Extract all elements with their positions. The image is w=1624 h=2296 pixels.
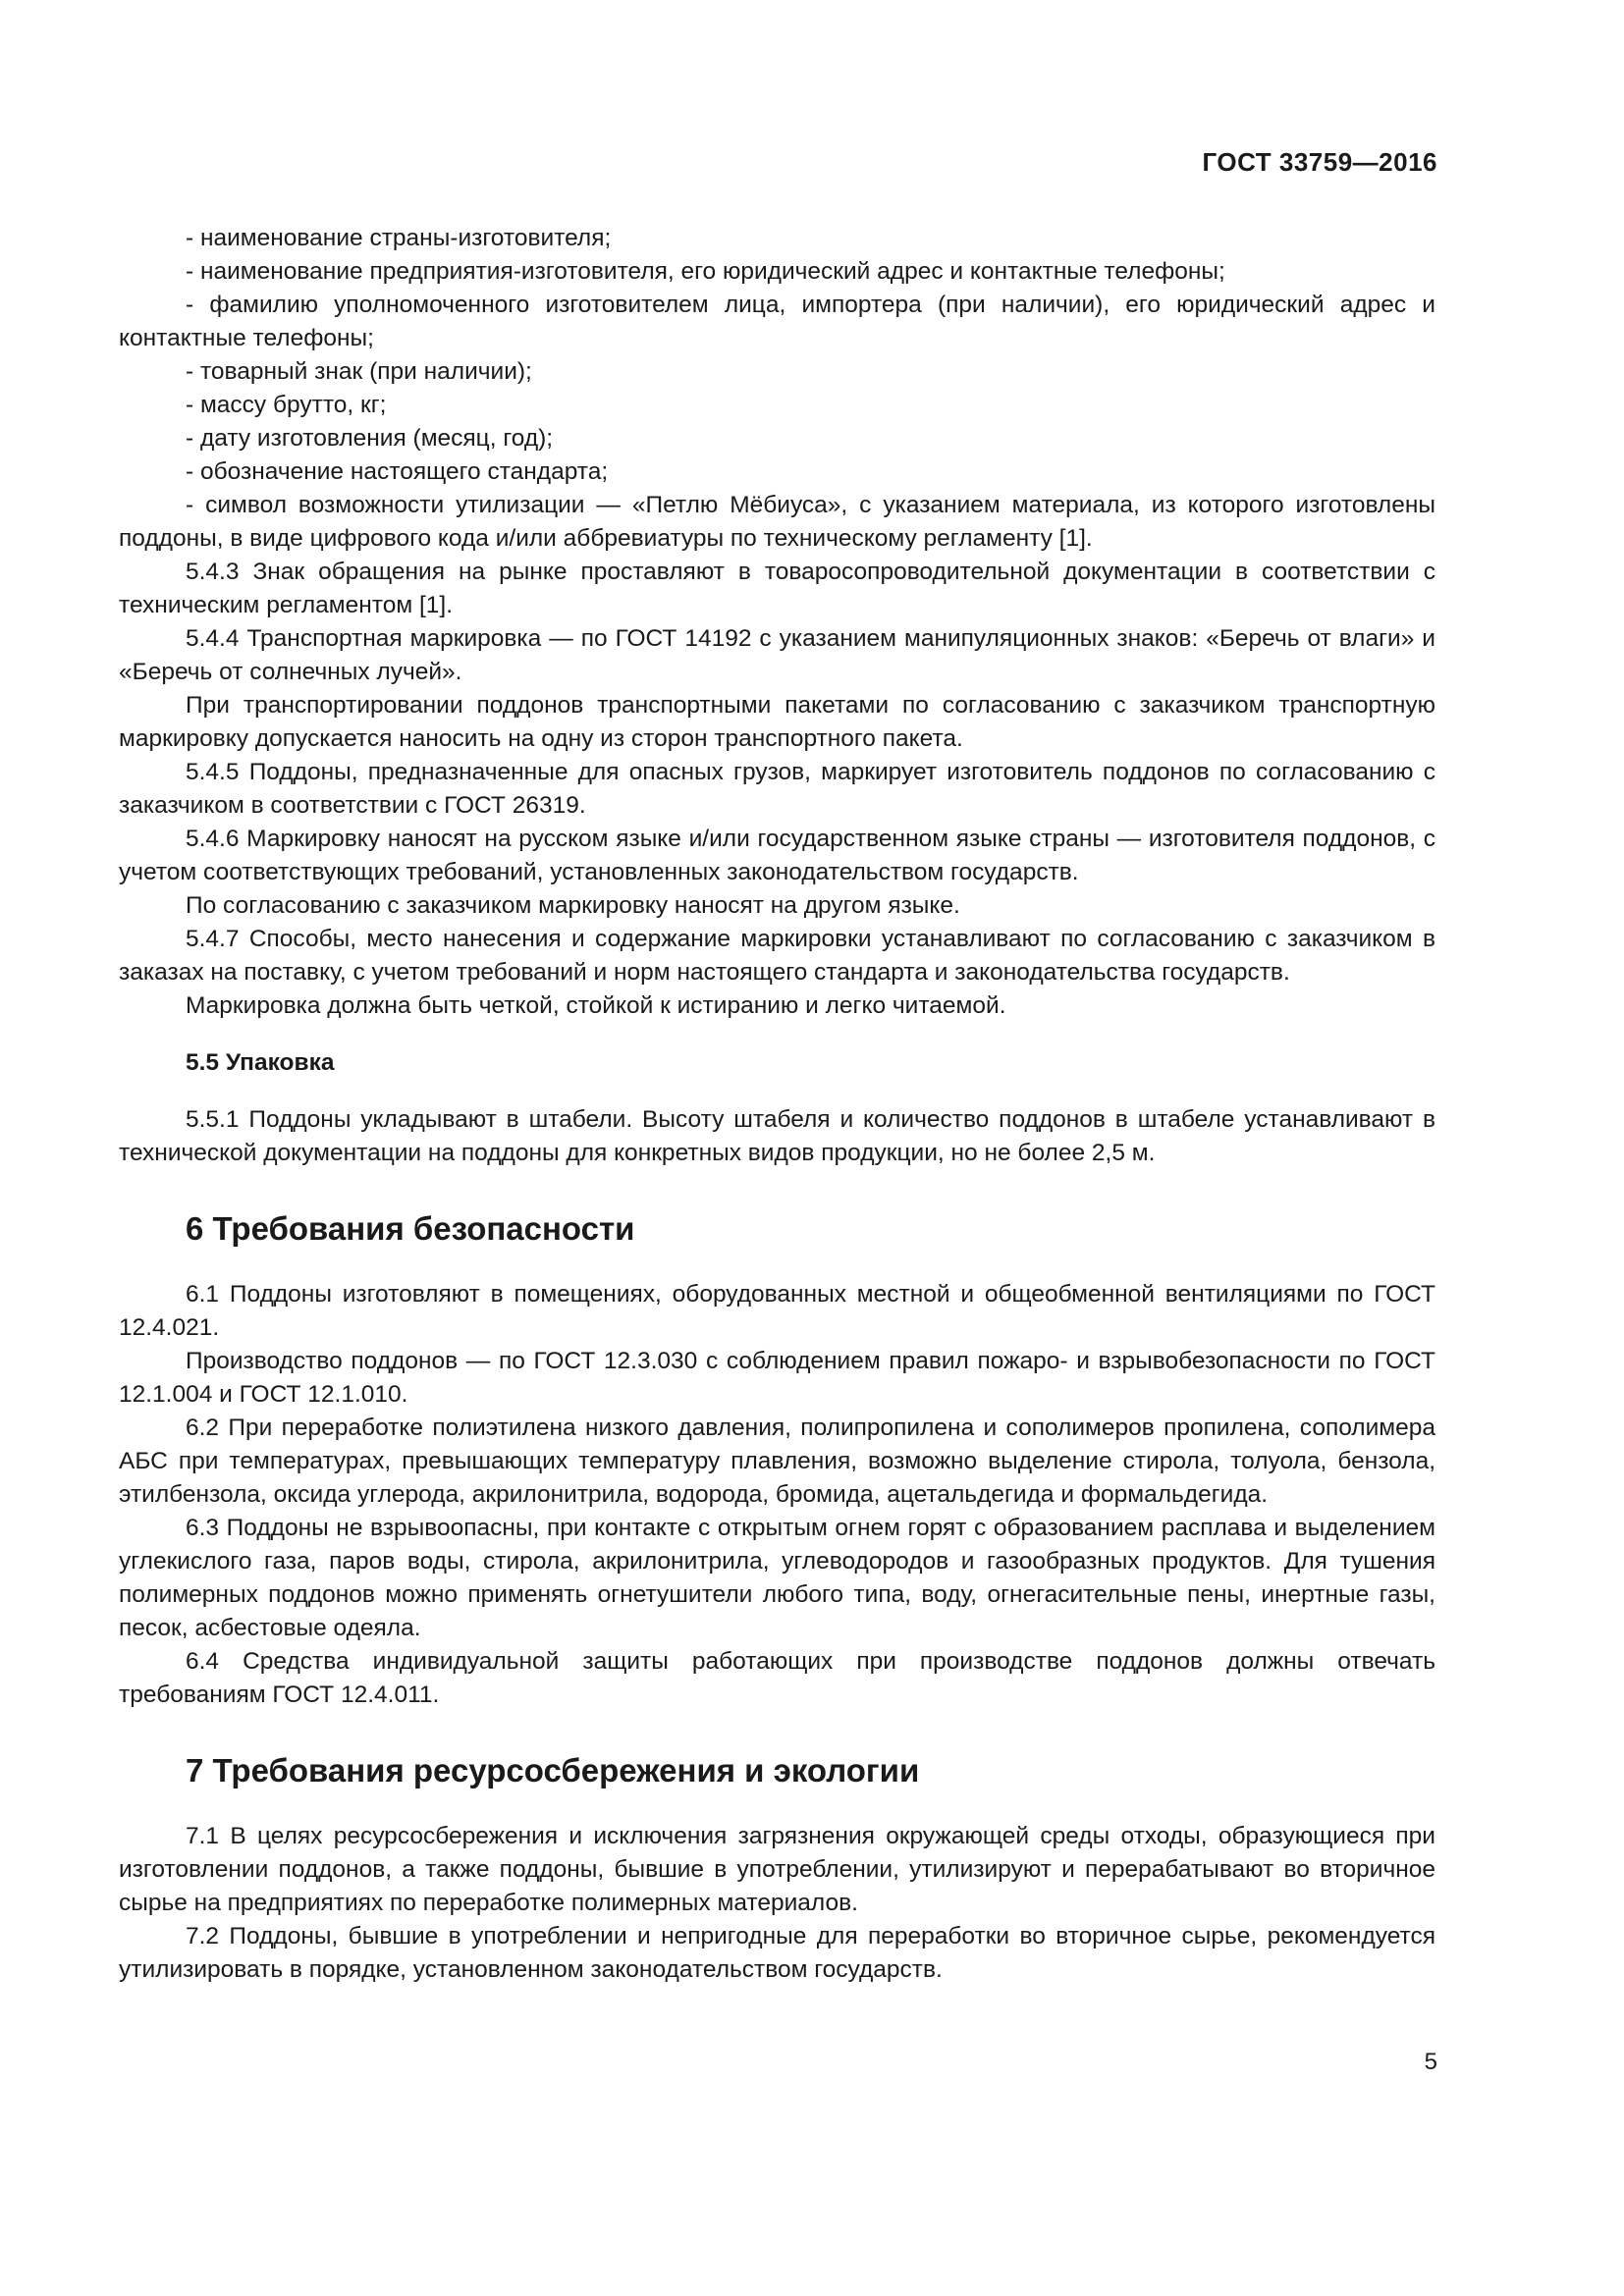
paragraph: По согласованию с заказчиком маркировку наносят на другом языке. bbox=[186, 892, 960, 919]
paragraph: 7.2 Поддоны, бывшие в употреблении и непригодные для переработки во вторичное сырье, рекомендуется утилизировать в порядке, установленном законодательством государств. bbox=[119, 1923, 1435, 1983]
section-heading-7: 7 Требования ресурсосбережения и экологии bbox=[186, 1752, 920, 1789]
paragraph: 6.4 Средства индивидуальной защиты работающих при производстве поддонов должны отвечать требованиям ГОСТ 12.4.011. bbox=[119, 1648, 1435, 1708]
paragraph: 5.4.3 Знак обращения на рынке проставляют в товаросопроводительной документации в соответствии с техническим регламентом [1]. bbox=[119, 559, 1435, 618]
paragraph: 5.4.6 Маркировку наносят на русском языке и/или государственном языке страны — изготовителя поддонов, с учетом соответствующих требований, установленных законодательством государств. bbox=[119, 826, 1435, 885]
document-code-header: ГОСТ 33759—2016 bbox=[1202, 147, 1437, 177]
paragraph: 5.4.4 Транспортная маркировка — по ГОСТ 14192 с указанием манипуляционных знаков: «Беречь от влаги» и «Беречь от солнечных лучей». bbox=[119, 625, 1435, 685]
paragraph: - символ возможности утилизации — «Петлю Мёбиуса», с указанием материала, из которого изготовлены поддоны, в виде цифрового кода и/или аббревиатуры по техническому регламенту [1]. bbox=[119, 492, 1435, 552]
subsection-heading-5-5: 5.5 Упаковка bbox=[186, 1049, 335, 1076]
paragraph: 6.2 При переработке полиэтилена низкого давления, полипропилена и сополимеров пропилена, сополимера АБС при температурах, превышающих температуру плавления, возможно выделение стирола, толуола, бензола, этилбензола, оксида углерода, акрилонитрила, водорода, бромида, ацетальдегида и формальдегида. bbox=[119, 1415, 1435, 1508]
paragraph: - наименование предприятия-изготовителя, его юридический адрес и контактные телефоны; bbox=[186, 258, 1225, 285]
paragraph: Производство поддонов — по ГОСТ 12.3.030 с соблюдением правил пожаро- и взрывобезопасности по ГОСТ 12.1.004 и ГОСТ 12.1.010. bbox=[119, 1348, 1435, 1408]
paragraph: 6.1 Поддоны изготовляют в помещениях, оборудованных местной и общеобменной вентиляциями по ГОСТ 12.4.021. bbox=[119, 1281, 1435, 1341]
paragraph: - товарный знак (при наличии); bbox=[186, 358, 532, 385]
paragraph: 5.4.5 Поддоны, предназначенные для опасных грузов, маркирует изготовитель поддонов по согласованию с заказчиком в соответствии с ГОСТ 26319. bbox=[119, 759, 1435, 819]
paragraph: - наименование страны-изготовителя; bbox=[186, 225, 612, 251]
paragraph: 5.4.7 Способы, место нанесения и содержание маркировки устанавливают по согласованию с заказчиком в заказах на поставку, с учетом требований и норм настоящего стандарта и законодательства государств. bbox=[119, 926, 1435, 986]
paragraph: 6.3 Поддоны не взрывоопасны, при контакте с открытым огнем горят с образованием расплава и выделением углекислого газа, паров воды, стирола, акрилонитрила, углеводородов и газообразных продуктов. Для тушения полимерных поддонов можно применять огнетушители любого типа, воду, огнегасительные пены, инертные газы, песок, асбестовые одеяла. bbox=[119, 1515, 1435, 1641]
document-body bbox=[119, 222, 1435, 1987]
paragraph: - массу брутто, кг; bbox=[186, 392, 387, 418]
paragraph: - фамилию уполномоченного изготовителем лица, импортера (при наличии), его юридический адрес и контактные телефоны; bbox=[119, 292, 1435, 351]
paragraph: При транспортировании поддонов транспортными пакетами по согласованию с заказчиком транспортную маркировку допускается наносить на одну из сторон транспортного пакета. bbox=[119, 692, 1435, 752]
page-number: 5 bbox=[1424, 2049, 1437, 2075]
paragraph: - обозначение настоящего стандарта; bbox=[186, 458, 609, 485]
marking-list bbox=[119, 222, 1435, 1023]
paragraph: Маркировка должна быть четкой, стойкой к истиранию и легко читаемой. bbox=[186, 992, 1006, 1019]
section-heading-6: 6 Требования безопасности bbox=[186, 1210, 635, 1247]
paragraph: 5.5.1 Поддоны укладывают в штабели. Высоту штабеля и количество поддонов в штабеле устанавливают в технической документации на поддоны для конкретных видов продукции, но не более 2,5 м. bbox=[119, 1106, 1435, 1166]
paragraph: - дату изготовления (месяц, год); bbox=[186, 425, 554, 452]
paragraph: 7.1 В целях ресурсосбережения и исключения загрязнения окружающей среды отходы, образующиеся при изготовлении поддонов, а также поддоны, бывшие в употреблении, утилизируют и перерабатывают во вторичное сырье на предприятиях по переработке полимерных материалов. bbox=[119, 1823, 1435, 1916]
